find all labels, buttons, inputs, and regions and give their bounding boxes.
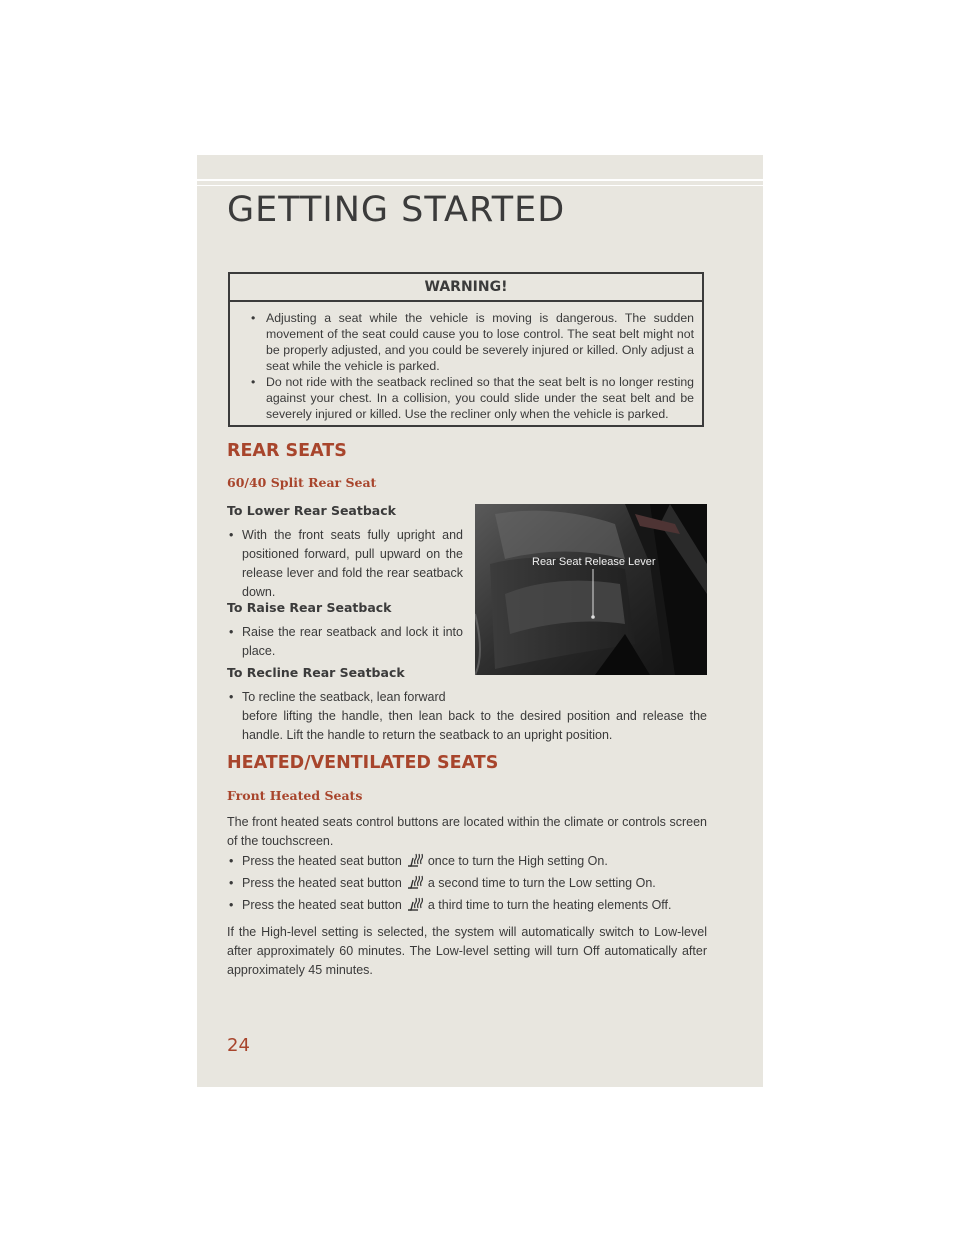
heated-seats-intro: The front heated seats control buttons are located within the climate or controls screen of the touchscreen. xyxy=(227,815,707,848)
warning-item: • Do not ride with the seatback reclined so that the seat belt is no longer resting against your chest. In a collision, you could slide under the seat belt and be severely injured or killed. Use the recliner only when the vehicle is parked. xyxy=(250,374,694,422)
photo-label: Rear Seat Release Lever xyxy=(532,556,656,568)
bullet-dot: • xyxy=(229,528,234,542)
lower-seatback-title: To Lower Rear Seatback xyxy=(227,503,396,518)
page-number: 24 xyxy=(227,1035,250,1056)
lower-seatback-text xyxy=(227,526,463,602)
heated-step-3 xyxy=(227,896,707,915)
heated-seat-icon xyxy=(406,896,424,912)
warning-box xyxy=(228,272,704,427)
bullet-dot: • xyxy=(229,625,234,639)
heated-step-2 xyxy=(227,874,707,893)
bullet-dot: • xyxy=(229,690,234,704)
heated-step-1-before: Press the heated seat button xyxy=(242,854,402,868)
front-heated-seats-subheading: Front Heated Seats xyxy=(227,788,363,803)
rear-seats-heading: REAR SEATS xyxy=(227,441,347,461)
split-rear-seat-subheading: 60/40 Split Rear Seat xyxy=(227,475,377,490)
bullet-dot: • xyxy=(229,898,234,912)
warning-list xyxy=(230,302,702,422)
raise-seatback-body: Raise the rear seatback and lock it into place. xyxy=(242,625,463,658)
heated-step-3-before: Press the heated seat button xyxy=(242,898,402,912)
recline-seatback-first-line xyxy=(227,688,463,707)
raise-seatback-title: To Raise Rear Seatback xyxy=(227,600,392,615)
rear-seat-photo xyxy=(475,504,707,675)
heated-seats-note: If the High-level setting is selected, the system will automatically switch to Low-level after approximately 60 minutes. The Low-level setting will turn Off automatically after approximately 45 minutes. xyxy=(227,925,707,977)
recline-seatback-body-first: To recline the seatback, lean forward xyxy=(242,690,446,704)
heated-step-1-after: once to turn the High setting On. xyxy=(427,854,608,868)
recline-seatback-text: before lifting the handle, then lean back to the desired position and release the handle. Lift the handle to return the seatback to an upright position. xyxy=(242,709,707,742)
manual-page xyxy=(197,155,763,1087)
heated-step-2-before: Press the heated seat button xyxy=(242,876,402,890)
section-title: GETTING STARTED xyxy=(227,190,566,230)
recline-seatback-title: To Recline Rear Seatback xyxy=(227,665,405,680)
seat-illustration xyxy=(475,504,707,675)
heated-step-2-after: a second time to turn the Low setting On. xyxy=(427,876,656,890)
warning-title: WARNING! xyxy=(230,274,702,302)
bullet-dot: • xyxy=(229,854,234,868)
raise-seatback-text xyxy=(227,623,463,661)
heated-step-1 xyxy=(227,852,707,871)
heated-seat-icon xyxy=(406,874,424,890)
heated-seats-heading: HEATED/VENTILATED SEATS xyxy=(227,753,499,773)
heated-seat-icon xyxy=(406,852,424,868)
header-rule xyxy=(197,179,763,181)
heated-step-3-after: a third time to turn the heating elements Off. xyxy=(427,898,672,912)
warning-item: • Adjusting a seat while the vehicle is moving is dangerous. The sudden movement of the seat could cause you to lose control. The seat belt might not be properly adjusted, and you could be severely injured or killed. Only adjust a seat while the vehicle is parked. xyxy=(250,310,694,374)
bullet-dot: • xyxy=(229,876,234,890)
header-rule-thin xyxy=(197,185,763,186)
lower-seatback-body: With the front seats fully upright and positioned forward, pull upward on the release lever and fold the rear seatback down. xyxy=(242,528,463,599)
